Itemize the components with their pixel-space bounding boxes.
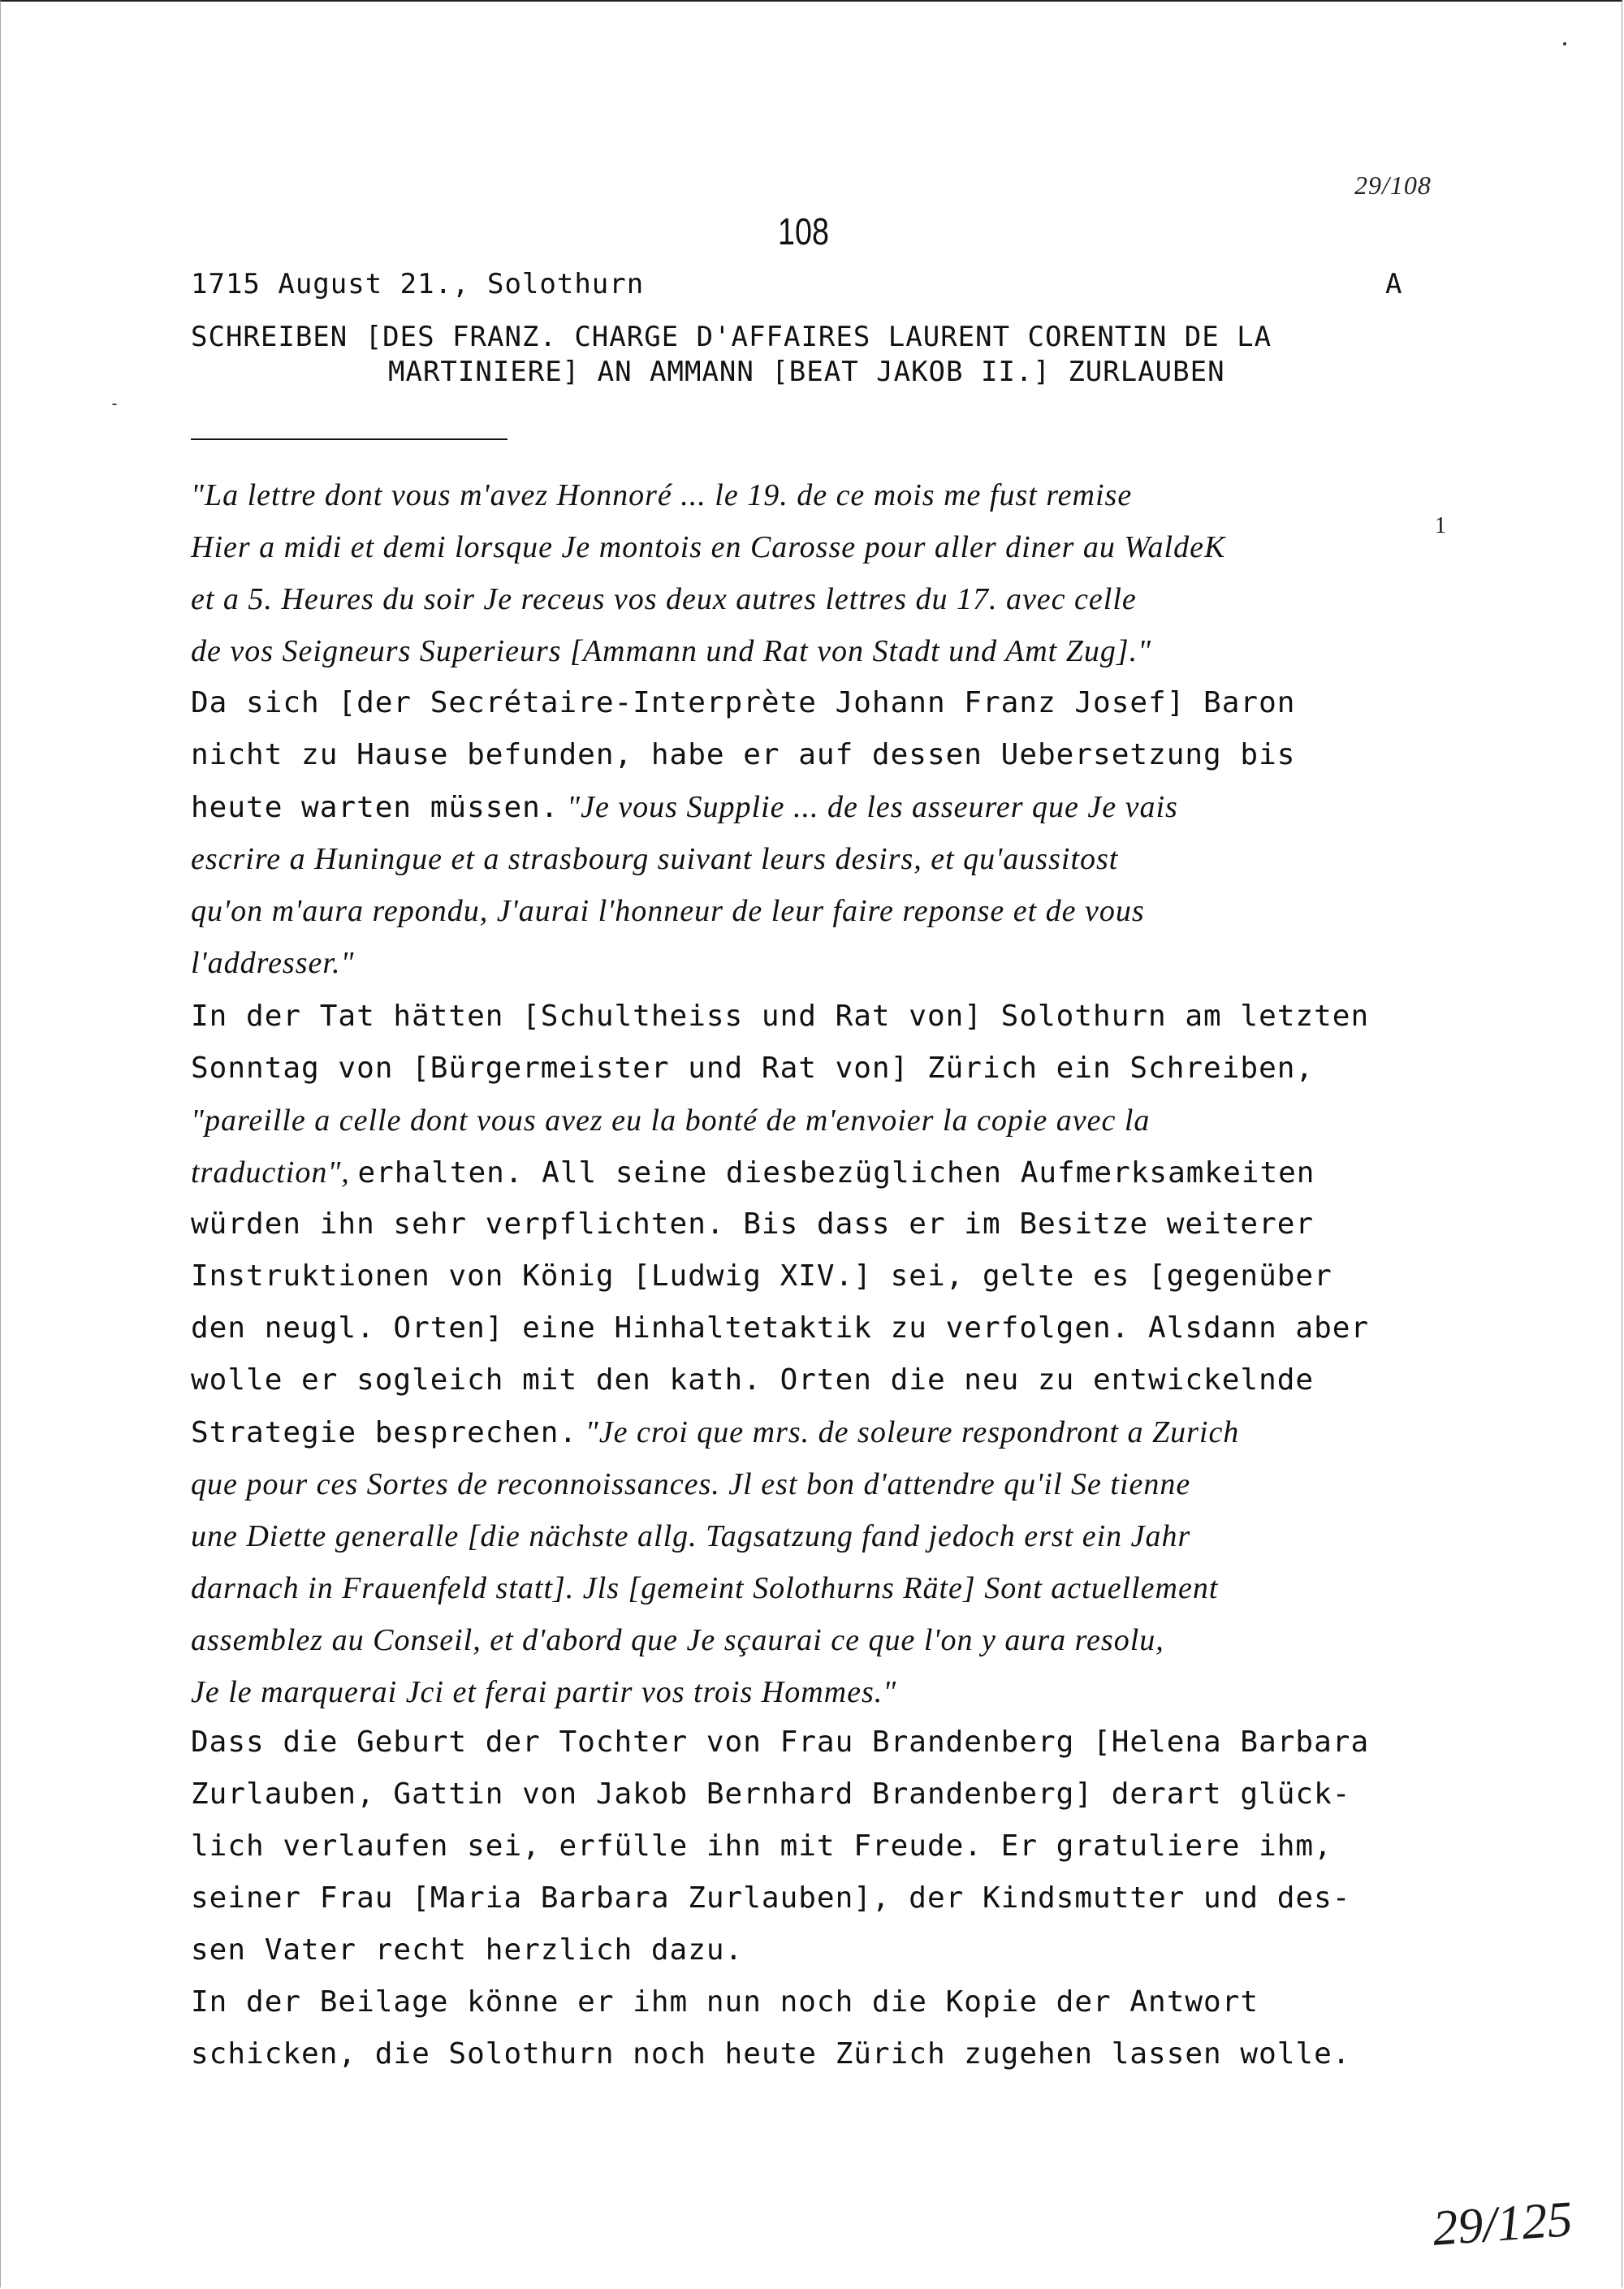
handwritten-reference: 29/125 [1431, 2191, 1574, 2257]
quote-line: darnach in Frauenfeld statt]. Jls [gemeint Solothurns Räte] Sont actuellement [191, 1571, 1219, 1605]
quote-line: "pareille a celle dont vous avez eu la bonté de m'envoier la copie avec la [191, 1103, 1151, 1138]
heading-line-2: MARTINIERE] AN AMMANN [BEAT JAKOB II.] ZURLAUBEN [388, 356, 1225, 388]
quote-line: que pour ces Sortes de reconnoissances. Jl est bon d'attendre qu'il Se tienne [191, 1467, 1191, 1501]
text-segment: heute warten müssen. [191, 791, 559, 824]
scan-speck [1563, 42, 1566, 45]
quote-segment: "Je vous Supplie ... de les asseurer que Je vais [567, 790, 1178, 824]
page-number: 108 [778, 210, 829, 253]
quote-line: Je le marquerai Jci et ferai partir vos trois Hommes." [191, 1675, 897, 1709]
text-line: wolle er sogleich mit den kath. Orten die neu zu entwickelnde [191, 1363, 1315, 1397]
quote-segment: traduction", [191, 1155, 350, 1190]
text-line: Instruktionen von König [Ludwig XIV.] sei, gelte es [gegenüber [191, 1259, 1332, 1293]
text-line: Da sich [der Secrétaire-Interprète Johann Franz Josef] Baron [191, 686, 1296, 719]
text-line: Dass die Geburt der Tochter von Frau Brandenberg [Helena Barbara [191, 1725, 1370, 1759]
text-line: In der Tat hätten [Schultheiss und Rat von] Solothurn am letzten [191, 1000, 1370, 1033]
date-line: 1715 August 21., Solothurn [191, 268, 645, 300]
mixed-line [191, 781, 1178, 833]
text-segment: Strategie besprechen. [191, 1416, 578, 1449]
heading-line-1: SCHREIBEN [DES FRANZ. CHARGE D'AFFAIRES LAURENT CORENTIN DE LA [191, 321, 1272, 353]
text-line: In der Beilage könne er ihm nun noch die Kopie der Antwort [191, 1985, 1259, 2019]
footnote-mark: 1 [1435, 513, 1447, 538]
quote-line: qu'on m'aura repondu, J'aurai l'honneur de leur faire reponse et de vous [191, 894, 1145, 928]
text-line: würden ihn sehr verpflichten. Bis dass er im Besitze weiterer [191, 1207, 1315, 1241]
text-line: den neugl. Orten] eine Hinhaltetaktik zu verfolgen. Alsdann aber [191, 1311, 1370, 1345]
quote-line: escrire a Huningue et a strasbourg suivant leurs desirs, et qu'aussitost [191, 842, 1119, 876]
text-line: Sonntag von [Bürgermeister und Rat von] Zürich ein Schreiben, [191, 1052, 1315, 1085]
quote-line: "La lettre dont vous m'avez Honnoré ... le 19. de ce mois me fust remise [191, 478, 1133, 512]
quote-line: et a 5. Heures du soir Je receus vos deux autres lettres du 17. avec celle [191, 582, 1137, 616]
scan-speck [112, 404, 117, 405]
text-segment: erhalten. All seine diesbezüglichen Aufmerksamkeiten [357, 1156, 1315, 1190]
text-line: Zurlauben, Gattin von Jakob Bernhard Brandenberg] derart glück- [191, 1777, 1351, 1811]
letter-marker: A [1385, 268, 1403, 300]
mixed-line [191, 1147, 1315, 1198]
text-line: seiner Frau [Maria Barbara Zurlauben], der Kindsmutter und des- [191, 1881, 1351, 1915]
text-line: sen Vater recht herzlich dazu. [191, 1933, 744, 1967]
text-line: lich verlaufen sei, erfülle ihn mit Freude. Er gratuliere ihm, [191, 1829, 1332, 1863]
mixed-line [191, 1406, 1239, 1458]
quote-line: assemblez au Conseil, et d'abord que Je sçaurai ce que l'on y aura resolu, [191, 1623, 1164, 1657]
archive-reference: 29/108 [1354, 171, 1432, 200]
text-line: nicht zu Hause befunden, habe er auf dessen Uebersetzung bis [191, 738, 1296, 771]
quote-line: une Diette generalle [die nächste allg. Tagsatzung fand jedoch erst ein Jahr [191, 1519, 1191, 1553]
quote-line: de vos Seigneurs Superieurs [Ammann und Rat von Stadt und Amt Zug]." [191, 634, 1152, 668]
quote-segment: "Je croi que mrs. de soleure respondront a Zurich [585, 1415, 1240, 1449]
quote-line: l'addresser." [191, 946, 355, 980]
quote-line: Hier a midi et demi lorsque Je montois en Carosse pour aller diner au WaldeK [191, 530, 1226, 564]
text-line: schicken, die Solothurn noch heute Zürich zugehen lassen wolle. [191, 2037, 1351, 2071]
heading-divider [191, 438, 508, 440]
